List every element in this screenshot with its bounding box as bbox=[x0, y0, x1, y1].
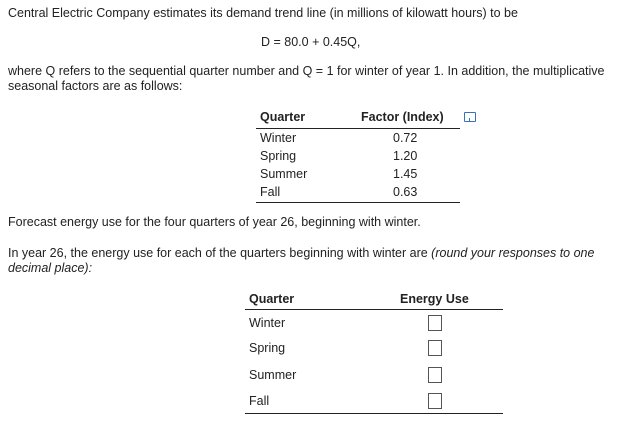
factor-row-quarter: Summer bbox=[260, 167, 308, 181]
answer-instruction-line-1 bbox=[8, 246, 594, 260]
answer-instruction-text: In year 26, the energy use for each of the quarters beginning with winter are bbox=[8, 246, 432, 260]
answer-row-quarter: Fall bbox=[249, 394, 270, 408]
factor-row-value: 1.45 bbox=[393, 167, 418, 181]
factor-table-bottom-rule bbox=[256, 202, 460, 203]
factor-row-quarter: Winter bbox=[260, 131, 297, 145]
answer-table-header-rule bbox=[245, 309, 503, 310]
intro-line-2: where Q refers to the sequential quarter number and Q = 1 for winter of year 1. In addition, the multiplicative bbox=[8, 64, 605, 78]
factor-row-value: 1.20 bbox=[393, 149, 418, 163]
factor-row-value: 0.63 bbox=[393, 185, 418, 199]
factor-row-quarter: Spring bbox=[260, 149, 297, 163]
answer-row-quarter: Spring bbox=[249, 341, 286, 355]
factor-row-value: 0.72 bbox=[393, 131, 418, 145]
answer-table-bottom-rule bbox=[245, 413, 503, 414]
answer-row-quarter: Winter bbox=[249, 316, 286, 330]
answer-row-quarter: Summer bbox=[249, 368, 297, 382]
energy-use-input-spring[interactable] bbox=[428, 340, 442, 356]
rounding-instruction: (round your responses to one bbox=[431, 246, 595, 260]
answer-instruction-line-2: decimal place): bbox=[8, 261, 93, 275]
factor-table-header-rule bbox=[256, 128, 460, 129]
factor-row-quarter: Fall bbox=[260, 185, 281, 199]
copy-table-icon[interactable] bbox=[464, 112, 476, 122]
energy-use-input-winter[interactable] bbox=[428, 315, 442, 331]
intro-line-1: Central Electric Company estimates its demand trend line (in millions of kilowatt hours) to be bbox=[8, 6, 518, 20]
energy-use-input-summer[interactable] bbox=[428, 367, 442, 383]
energy-use-input-fall[interactable] bbox=[428, 393, 442, 409]
factor-table-header-factor: Factor (Index) bbox=[361, 110, 444, 124]
intro-line-3: seasonal factors are as follows: bbox=[8, 79, 183, 93]
answer-table-header-energy: Energy Use bbox=[400, 292, 469, 306]
factor-table-header-quarter: Quarter bbox=[260, 110, 306, 124]
forecast-instruction: Forecast energy use for the four quarters of year 26, beginning with winter. bbox=[8, 215, 421, 229]
demand-equation: D = 80.0 + 0.45Q, bbox=[261, 35, 361, 49]
answer-table-header-quarter: Quarter bbox=[249, 292, 295, 306]
